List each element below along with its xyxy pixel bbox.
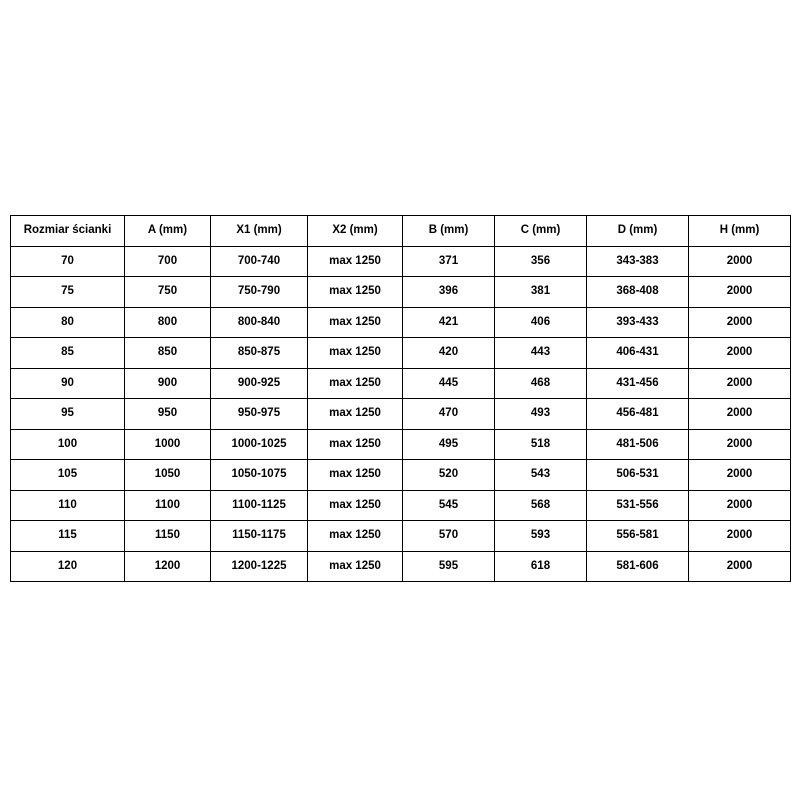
- cell-b: 520: [403, 460, 495, 491]
- cell-d: 393-433: [587, 307, 689, 338]
- cell-x1: 750-790: [211, 277, 308, 308]
- cell-x2: max 1250: [308, 307, 403, 338]
- table-row: [11, 429, 791, 460]
- cell-rozmiar-scianki: 90: [11, 368, 125, 399]
- table-row: [11, 368, 791, 399]
- cell-b: 371: [403, 246, 495, 277]
- table-row: [11, 521, 791, 552]
- cell-d: 343-383: [587, 246, 689, 277]
- cell-a: 750: [125, 277, 211, 308]
- table-row: [11, 399, 791, 430]
- cell-h: 2000: [689, 429, 791, 460]
- cell-rozmiar-scianki: 100: [11, 429, 125, 460]
- cell-d: 506-531: [587, 460, 689, 491]
- column-header-h: H (mm): [689, 216, 791, 247]
- cell-c: 568: [495, 490, 587, 521]
- cell-x2: max 1250: [308, 338, 403, 369]
- cell-h: 2000: [689, 277, 791, 308]
- cell-d: 481-506: [587, 429, 689, 460]
- cell-b: 396: [403, 277, 495, 308]
- column-header-rozmiar-scianki: Rozmiar ścianki: [11, 216, 125, 247]
- table-header: [11, 216, 791, 247]
- cell-c: 443: [495, 338, 587, 369]
- cell-a: 700: [125, 246, 211, 277]
- cell-b: 420: [403, 338, 495, 369]
- cell-d: 368-408: [587, 277, 689, 308]
- cell-d: 556-581: [587, 521, 689, 552]
- cell-rozmiar-scianki: 110: [11, 490, 125, 521]
- column-header-c: C (mm): [495, 216, 587, 247]
- cell-rozmiar-scianki: 95: [11, 399, 125, 430]
- cell-x2: max 1250: [308, 490, 403, 521]
- cell-h: 2000: [689, 399, 791, 430]
- cell-x2: max 1250: [308, 246, 403, 277]
- cell-c: 493: [495, 399, 587, 430]
- cell-rozmiar-scianki: 70: [11, 246, 125, 277]
- cell-c: 406: [495, 307, 587, 338]
- cell-rozmiar-scianki: 120: [11, 551, 125, 582]
- cell-h: 2000: [689, 551, 791, 582]
- table-row: [11, 551, 791, 582]
- column-header-b: B (mm): [403, 216, 495, 247]
- cell-x1: 900-925: [211, 368, 308, 399]
- cell-h: 2000: [689, 490, 791, 521]
- cell-x2: max 1250: [308, 399, 403, 430]
- cell-x2: max 1250: [308, 429, 403, 460]
- table-row: [11, 246, 791, 277]
- cell-rozmiar-scianki: 115: [11, 521, 125, 552]
- cell-a: 1050: [125, 460, 211, 491]
- cell-c: 468: [495, 368, 587, 399]
- cell-h: 2000: [689, 246, 791, 277]
- cell-a: 800: [125, 307, 211, 338]
- table-row: [11, 338, 791, 369]
- table-body: [11, 246, 791, 582]
- cell-a: 950: [125, 399, 211, 430]
- cell-h: 2000: [689, 307, 791, 338]
- cell-a: 1100: [125, 490, 211, 521]
- cell-d: 406-431: [587, 338, 689, 369]
- cell-c: 593: [495, 521, 587, 552]
- cell-h: 2000: [689, 338, 791, 369]
- table-row: [11, 277, 791, 308]
- cell-x1: 700-740: [211, 246, 308, 277]
- cell-a: 1000: [125, 429, 211, 460]
- cell-d: 456-481: [587, 399, 689, 430]
- cell-a: 1200: [125, 551, 211, 582]
- cell-x2: max 1250: [308, 551, 403, 582]
- cell-d: 531-556: [587, 490, 689, 521]
- cell-c: 543: [495, 460, 587, 491]
- cell-b: 445: [403, 368, 495, 399]
- cell-a: 850: [125, 338, 211, 369]
- cell-a: 900: [125, 368, 211, 399]
- column-header-x1: X1 (mm): [211, 216, 308, 247]
- table-header-row: [11, 216, 791, 247]
- table-row: [11, 490, 791, 521]
- cell-x2: max 1250: [308, 460, 403, 491]
- specification-table-container: [10, 215, 790, 582]
- table-row: [11, 307, 791, 338]
- cell-x2: max 1250: [308, 521, 403, 552]
- cell-b: 595: [403, 551, 495, 582]
- cell-x2: max 1250: [308, 277, 403, 308]
- cell-b: 470: [403, 399, 495, 430]
- cell-h: 2000: [689, 368, 791, 399]
- cell-h: 2000: [689, 521, 791, 552]
- cell-rozmiar-scianki: 75: [11, 277, 125, 308]
- table-row: [11, 460, 791, 491]
- cell-d: 431-456: [587, 368, 689, 399]
- column-header-x2: X2 (mm): [308, 216, 403, 247]
- cell-rozmiar-scianki: 105: [11, 460, 125, 491]
- cell-x1: 1100-1125: [211, 490, 308, 521]
- cell-rozmiar-scianki: 85: [11, 338, 125, 369]
- specification-table: [10, 215, 791, 582]
- cell-c: 356: [495, 246, 587, 277]
- cell-a: 1150: [125, 521, 211, 552]
- cell-x1: 1050-1075: [211, 460, 308, 491]
- cell-c: 381: [495, 277, 587, 308]
- cell-d: 581-606: [587, 551, 689, 582]
- cell-b: 545: [403, 490, 495, 521]
- cell-c: 518: [495, 429, 587, 460]
- cell-b: 570: [403, 521, 495, 552]
- cell-x1: 1000-1025: [211, 429, 308, 460]
- cell-c: 618: [495, 551, 587, 582]
- cell-x1: 950-975: [211, 399, 308, 430]
- cell-x2: max 1250: [308, 368, 403, 399]
- cell-x1: 850-875: [211, 338, 308, 369]
- cell-h: 2000: [689, 460, 791, 491]
- cell-x1: 1200-1225: [211, 551, 308, 582]
- column-header-d: D (mm): [587, 216, 689, 247]
- cell-b: 495: [403, 429, 495, 460]
- column-header-a: A (mm): [125, 216, 211, 247]
- cell-x1: 1150-1175: [211, 521, 308, 552]
- cell-x1: 800-840: [211, 307, 308, 338]
- cell-rozmiar-scianki: 80: [11, 307, 125, 338]
- cell-b: 421: [403, 307, 495, 338]
